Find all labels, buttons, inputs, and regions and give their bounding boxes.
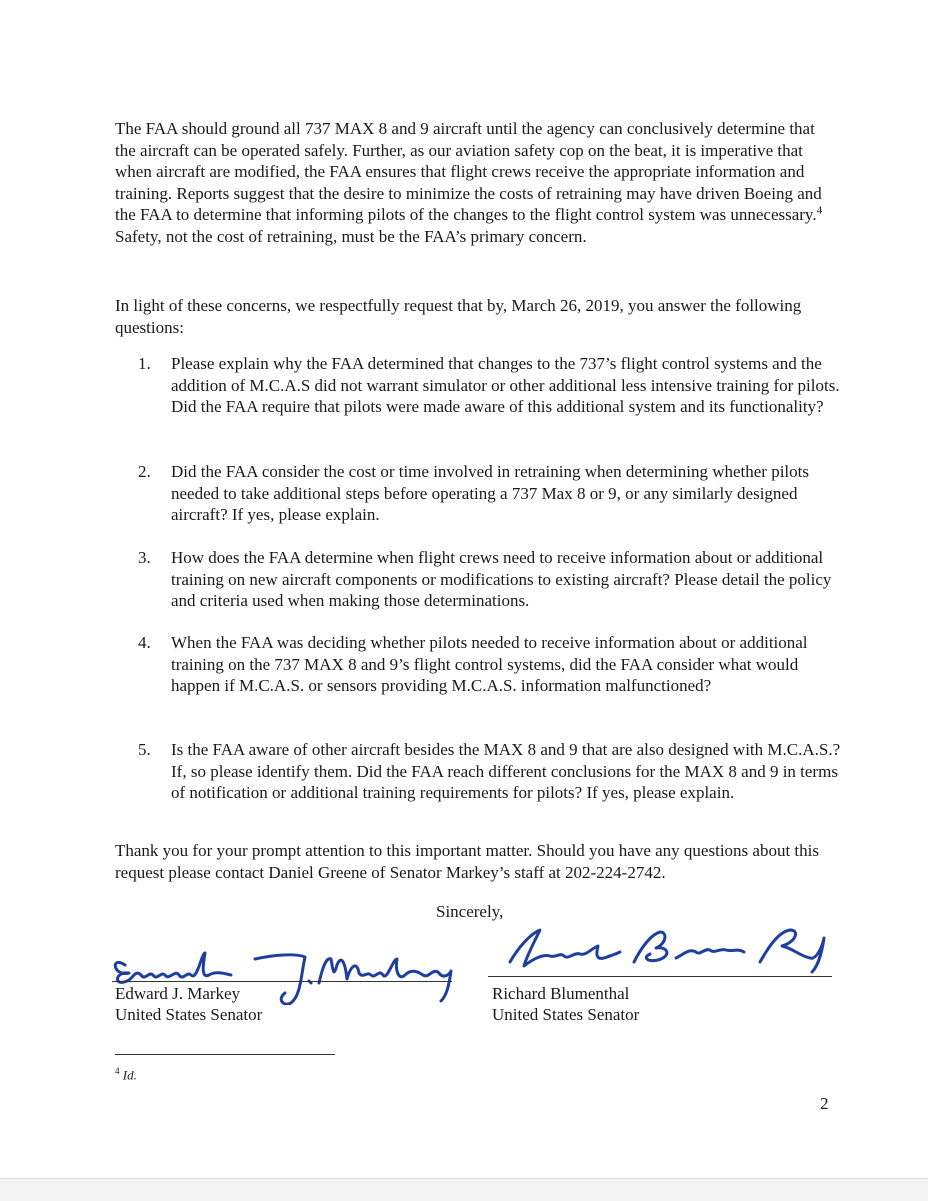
signature-line-blumenthal <box>488 976 832 977</box>
footnote <box>115 1063 137 1083</box>
question-number: 3. <box>138 548 151 567</box>
page-number: 2 <box>820 1094 829 1113</box>
question-text: When the FAA was deciding whether pilots needed to receive information about or additional training on the 737 MAX 8 and 9’s flight control systems, did the FAA consider what would happen if M.C.A.S. or sensors providing M.C.A.S. information malfunctioned? <box>171 633 808 696</box>
question-text: Did the FAA consider the cost or time involved in retraining when determining whether pilots needed to take additional steps before operating a 737 Max 8 or 9, or any similarly designed aircraft? If yes, please explain. <box>171 462 809 525</box>
signatory-name-blumenthal: Richard Blumenthal <box>492 984 630 1003</box>
signature-line-markey <box>112 981 452 982</box>
paragraph-thanks: Thank you for your prompt attention to this important matter. Should you have any questions about this request please contact Daniel Greene of Senator Markey’s staff at 202-224-2742. <box>115 841 819 882</box>
question-text: How does the FAA determine when flight crews need to receive information about or additional training on new aircraft components or modifications to existing aircraft? Please detail the policy and criteria used when making those determinations. <box>171 548 832 611</box>
footnote-text: Id. <box>122 1067 137 1083</box>
question-number: 1. <box>138 354 151 373</box>
paragraph-request: In light of these concerns, we respectfully request that by, March 26, 2019, you answer the following questions: <box>115 296 802 337</box>
question-number: 5. <box>138 740 151 759</box>
footnote-number: 4 <box>115 1066 120 1076</box>
question-text: Is the FAA aware of other aircraft besides the MAX 8 and 9 that are also designed with M.C.A.S.? If, so please identify them. Did the FAA reach different conclusions for the MAX 8 and 9 in terms of notification or additional training requirements for pilots? If yes, please explain. <box>171 740 841 803</box>
signatory-title-blumenthal: United States Senator <box>492 1005 640 1024</box>
signature-blumenthal <box>500 918 835 978</box>
signatory-title-markey: United States Senator <box>115 1005 263 1024</box>
page-bottom-edge <box>0 1178 928 1201</box>
footnote-reference: 4 <box>816 204 823 217</box>
signatory-name-markey: Edward J. Markey <box>115 984 241 1003</box>
question-text: Please explain why the FAA determined that changes to the 737’s flight control systems and the addition of M.C.A.S did not warrant simulator or other additional less intensive training for pilots. Did the FAA require that pilots were made aware of this additional system and its functionality? <box>171 354 840 417</box>
footnote-divider <box>115 1054 335 1055</box>
paragraph-grounding-text: The FAA should ground all 737 MAX 8 and 9 aircraft until the agency can conclusively determine that the aircraft can be operated safely. Further, as our aviation safety cop on the beat, it is imperative that when aircraft are modified, the FAA ensures that flight crews receive the appropriate information and training. Reports suggest that the desire to minimize the costs of retraining may have driven Boeing and the FAA to determine that informing pilots of the changes to the flight control system was unnecessary. <box>115 119 822 225</box>
paragraph-grounding-tail: Safety, not the cost of retraining, must be the FAA’s primary concern. <box>115 226 587 246</box>
question-number: 2. <box>138 462 151 481</box>
question-number: 4. <box>138 633 151 652</box>
closing-salutation: Sincerely, <box>436 902 504 921</box>
